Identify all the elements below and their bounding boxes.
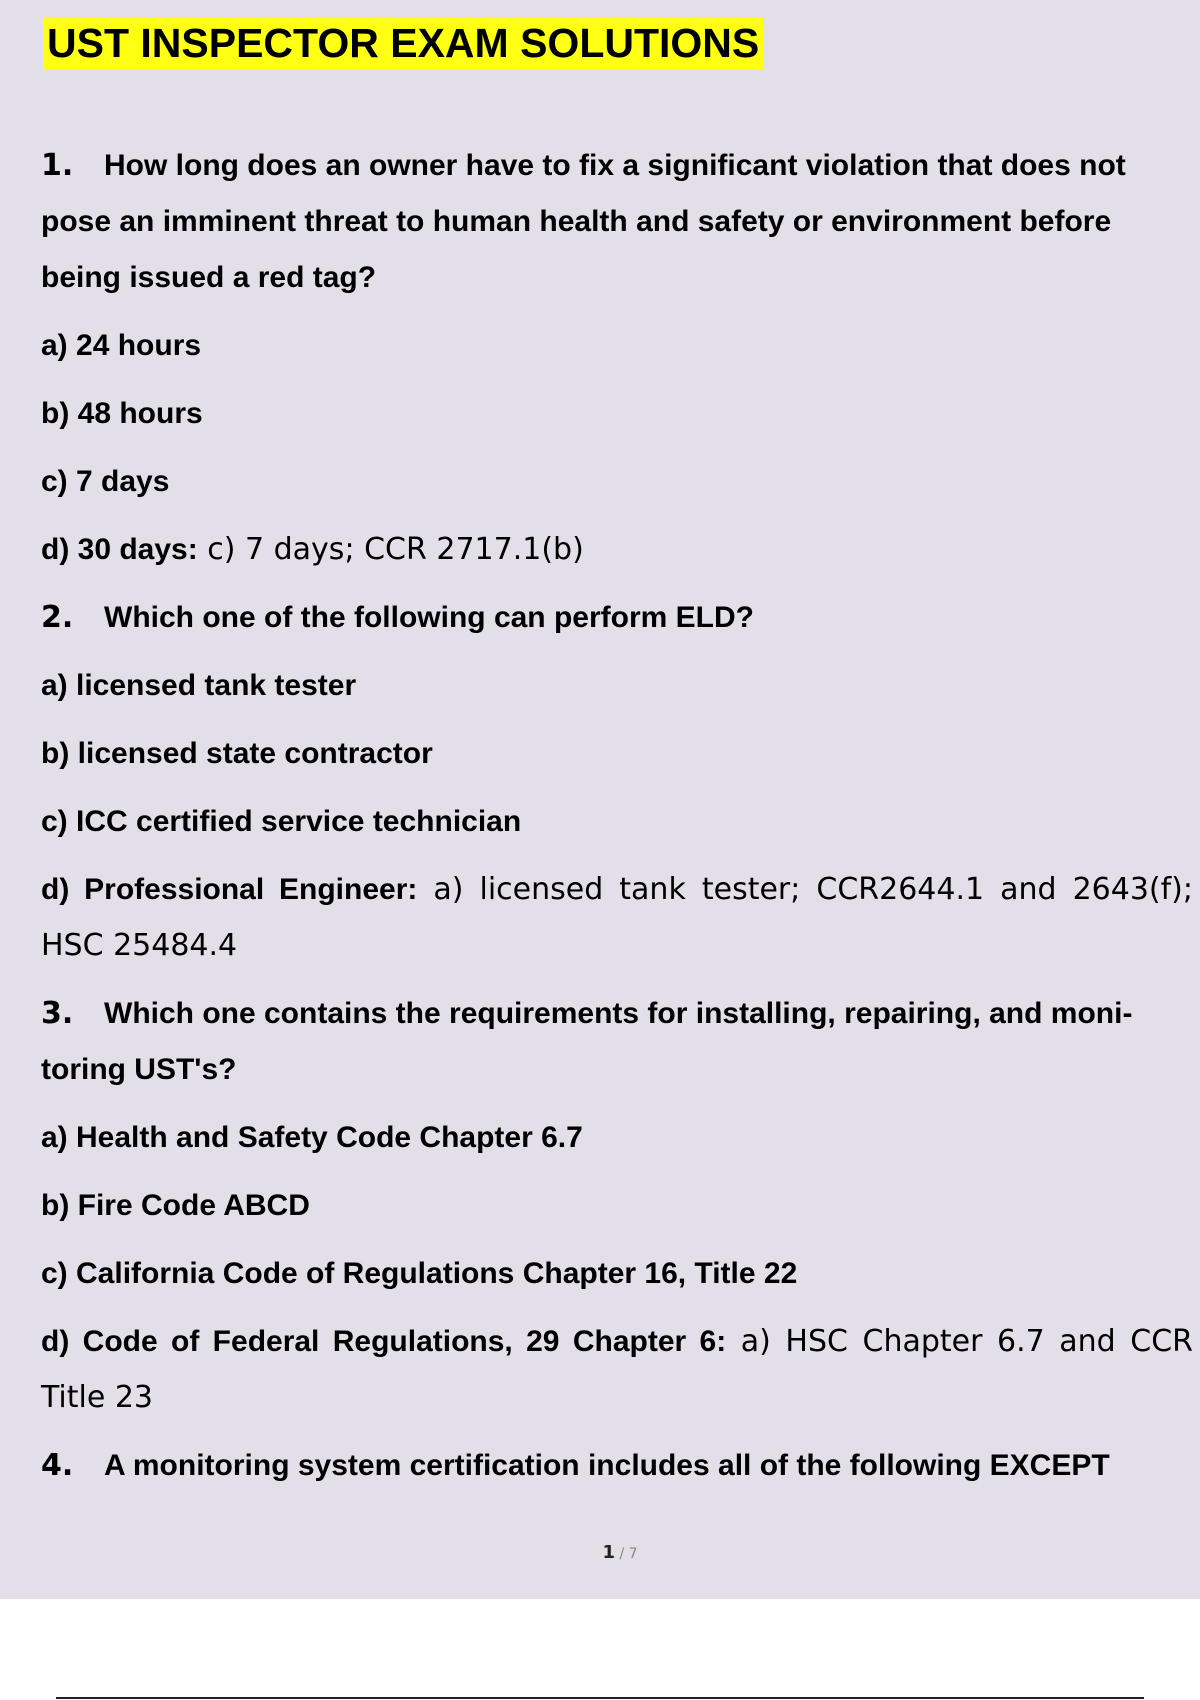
option-b: b) licensed state contractor	[41, 737, 433, 770]
question-text: How long does an owner have to fix a significant violation that does not pose an imminent threat to human health and safety or environment before being issued a red tag?	[41, 149, 1126, 294]
question-2	[41, 590, 1193, 646]
question-text: Which one contains the requirements for installing, repairing, and moni- toring UST's?	[41, 997, 1133, 1086]
answer-text: a) HSC Chapter 6.7 and CCR Title 23	[41, 1324, 1193, 1415]
divider	[56, 1697, 1144, 1699]
total-pages: / 7	[615, 1546, 638, 1562]
option-c: c) ICC certified service technician	[41, 805, 522, 838]
option-c: c) California Code of Regulations Chapter 16, Title 22	[41, 1257, 798, 1290]
option-d: d) 30 days:	[41, 533, 198, 566]
page-indicator	[0, 1542, 1200, 1563]
question-list	[41, 138, 1193, 1494]
answer-text: a) licensed tank tester; CCR2644.1 and 2643(f); HSC 25484.4	[41, 872, 1193, 963]
question-number: 3.	[41, 996, 74, 1031]
option-b: b) 48 hours	[41, 397, 203, 430]
option-d-with-answer	[41, 862, 1193, 974]
question-text: Which one of the following can perform ELD?	[104, 601, 754, 634]
option-a: a) 24 hours	[41, 329, 202, 362]
option-b: b) Fire Code ABCD	[41, 1189, 310, 1222]
option-d: d) Professional Engineer:	[41, 873, 418, 906]
current-page: 1	[602, 1542, 615, 1563]
question-number: 4.	[41, 1448, 74, 1483]
option-d: d) Code of Federal Regulations, 29 Chapter 6:	[41, 1325, 727, 1358]
question-number: 2.	[41, 600, 74, 635]
option-d-with-answer	[41, 522, 1193, 578]
option-d-with-answer	[41, 1314, 1193, 1426]
question-number: 1.	[41, 148, 74, 183]
option-a: a) licensed tank tester	[41, 669, 357, 702]
question-1	[41, 138, 1193, 306]
question-4	[41, 1438, 1193, 1494]
page-title: UST INSPECTOR EXAM SOLUTIONS	[43, 17, 763, 69]
answer-text: c) 7 days; CCR 2717.1(b)	[197, 532, 584, 567]
question-3	[41, 986, 1193, 1098]
option-a: a) Health and Safety Code Chapter 6.7	[41, 1121, 583, 1154]
question-text: A monitoring system certification includes all of the following EXCEPT	[104, 1449, 1110, 1482]
option-c: c) 7 days	[41, 465, 170, 498]
